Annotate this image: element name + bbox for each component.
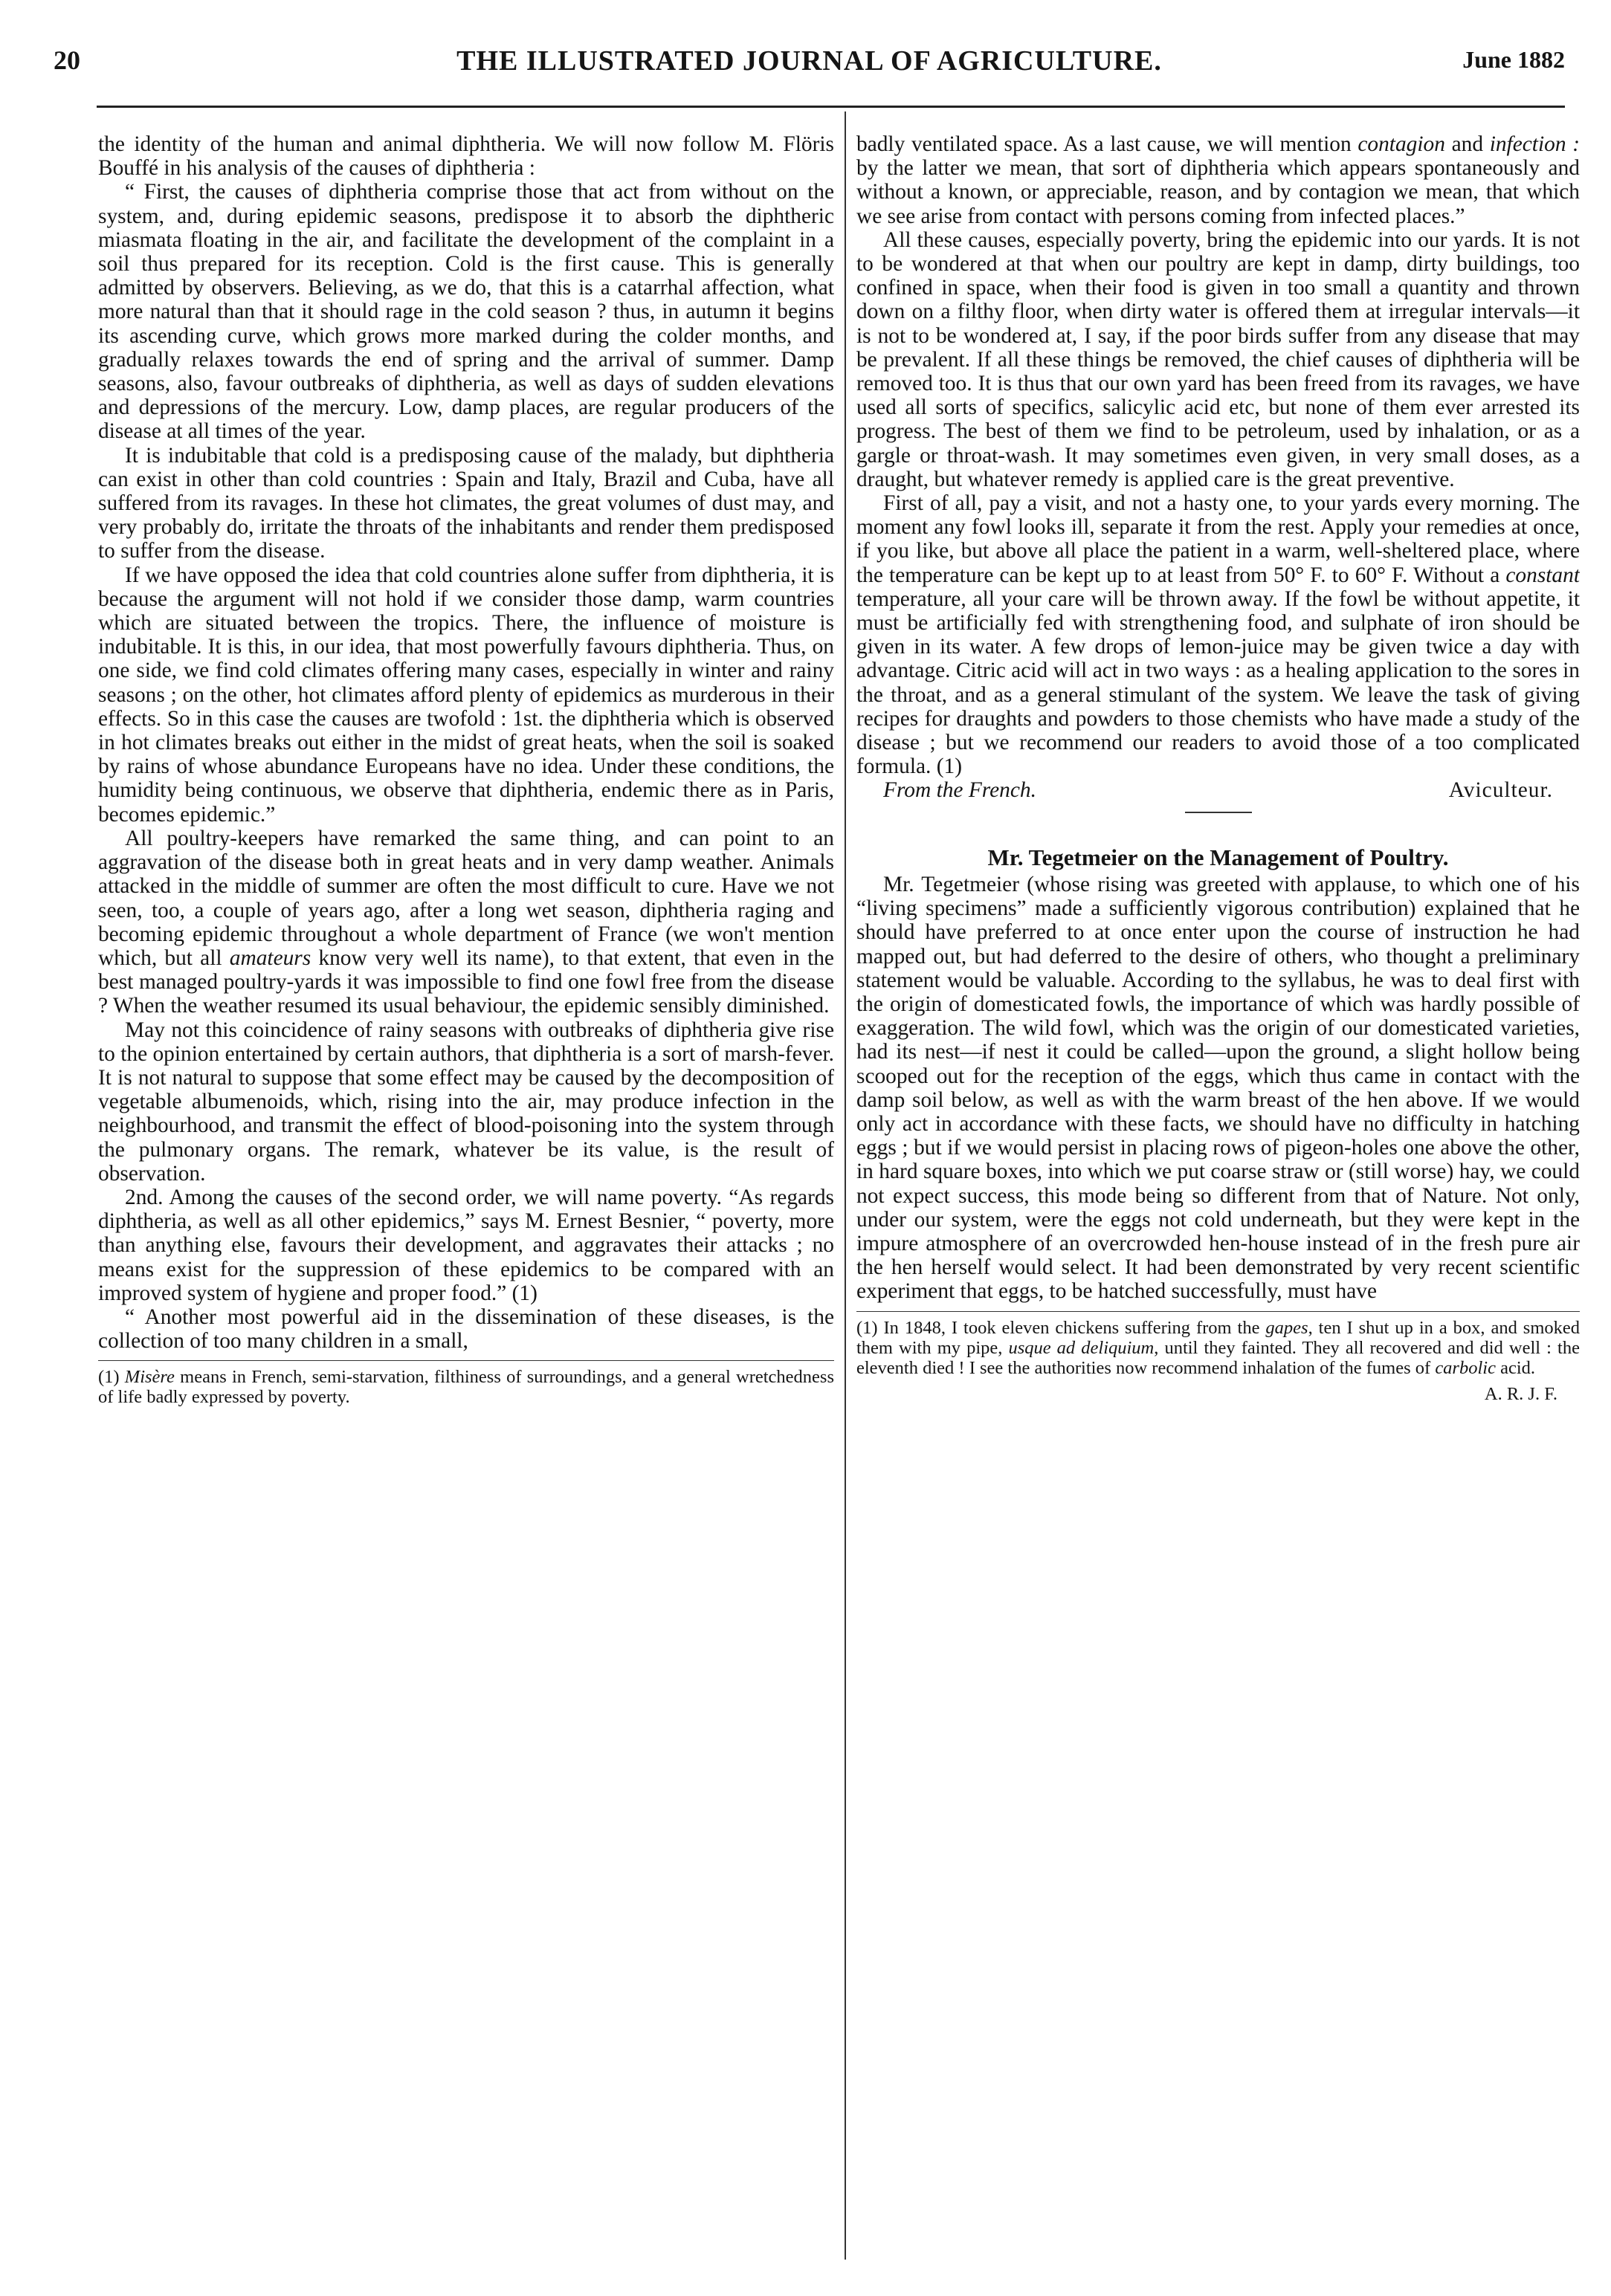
attribution-line [856, 778, 1580, 802]
footnote-rule [98, 1360, 834, 1361]
text-run: All poultry-keepers have remarked the same thing, and can point to an aggravation of the disease both in great heats and in very damp weather. Animals attacked in the middle of summer are often the most difficult to cure. Have we not seen, too, a couple of years ago, after a long wet season, diphtheria raging and becoming epidemic throughout a whole department of France (we won't mention which, but all [98, 826, 834, 970]
paragraph: “ First, the causes of diphtheria comprise those that act from without on the system, and, during epidemic seasons, predispose it to absorb the diphtheric miasmata floating in the air, and facilitate the development of the complaint in a soil thus prepared for its reception. Cold is the first cause. This is generally admitted by observers. Believing, as we do, that this is a catarrhal affection, what more natural than that it should rage in the cold season ? thus, in autumn it begins its ascending curve, which grows more marked during the colder months, and gradually relaxes towards the end of spring and the arrival of summer. Damp seasons, also, favour outbreaks of diphtheria, as well as days of sudden elevations and depressions of the mercury. Low, damp places, are regular producers of the disease at all times of the year. [98, 180, 834, 444]
section-divider [1185, 812, 1252, 813]
paragraph: It is indubitable that cold is a predisposing cause of the malady, but diphtheria can exist in other than cold countries : Spain and Italy, Brazil and Cuba, have all suffered from its ravages. In these hot climates, the great volumes of dust may, and very probably do, irritate the throats of the inhabitants and render them predisposed to suffer from the disease. [98, 443, 834, 563]
text-run: temperature, all your care will be thrown away. If the fowl be without appetite, it must be artificially fed with strengthening food, and sulphate of iron should be given in its water. A few drops of lemon-juice may be given twice a day with advantage. Citric acid will act in two ways : as a healing application to the sores in the throat, and as a general stimulant of the system. We leave the task of giving recipes for draughts and powders to those chemists who have made a study of the disease ; but we recommend our readers to avoid those of a too complicated formula. (1) [856, 586, 1580, 779]
paragraph [98, 827, 834, 1018]
footnote [856, 1318, 1580, 1378]
paragraph: All these causes, especially poverty, bring the epidemic into our yards. It is not to be wondered at that when our poultry are kept in damp, dirty buildings, too confined in space, when their food is given in too small a quantity and thrown down on a filthy floor, when dirty water is offered them at irregular intervals—it is not to be wondered at, I say, if the poor birds suffer from any disease that may be prevalent. If all these things be removed, the chief causes of diphtheria will be removed too. It is thus that our own yard has been freed from its ravages, we have used all sorts of specifics, salicylic acid etc, but none of them ever arrested its progress. The best of them we find to be petroleum, used by inhalation, or as a gargle or throat-wash. It may sometimes even given, in very small doses, as a draught, but whatever remedy is applied care is the great preventive. [856, 227, 1580, 491]
footnote [98, 1367, 834, 1407]
paragraph: “ Another most powerful aid in the dissemination of these diseases, is the collection of too many children in a small, [98, 1304, 834, 1354]
journal-title: THE ILLUSTRATED JOURNAL OF AGRICULTURE. [456, 45, 1162, 77]
paragraph: If we have opposed the idea that cold countries alone suffer from diphtheria, it is because the argument will not hold if we consider those damp, warm countries which are situated between the tropics. There, the influence of moisture is indubitable. It is this, in our idea, that most powerfully favours diphtheria. Thus, on one side, we find cold climates offering many cases, especially in winter and rainy seasons ; on the other, hot climates afford plenty of epidemics as murderous in their effects. So in this case the causes are twofold : 1st. the diphtheria which is observed in hot climates breaks out either in the midst of great heats, when the soil is soaked by rains of whose abundance Europeans have no idea. Under these conditions, the humidity being continuous, we observe that diphtheria, endemic there as in Paris, becomes epidemic.” [98, 563, 834, 827]
author-signature: Aviculteur. [1448, 778, 1553, 803]
issue-date: June 1882 [1462, 46, 1565, 73]
text-run: and [1444, 132, 1490, 156]
italic-run: gapes [1265, 1317, 1308, 1338]
paragraph: 2nd. Among the causes of the second order, we will name poverty. “As regards diphtheria, as well as all other epidemics,” says M. Ernest Besnier, “ poverty, more than anything else, favours their development, and aggravates their attacks ; no means exist for the suppression of these epidemics to be compared with an improved system of hygiene and proper food.” (1) [98, 1185, 834, 1305]
footnote-rule [856, 1311, 1580, 1312]
paragraph [856, 491, 1580, 778]
paragraph [856, 132, 1580, 228]
section-heading: Mr. Tegetmeier on the Management of Poultry. [987, 844, 1449, 870]
italic-run: amateurs [229, 945, 311, 970]
footnote-signature-line [856, 1384, 1580, 1404]
source-note: From the French. [883, 778, 1036, 803]
footnote-signature: A. R. J. F. [1484, 1383, 1557, 1404]
text-run: First of all, pay a visit, and not a hasty one, to your yards every morning. The moment any fowl looks ill, separate it from the rest. Apply your remedies at once, if you like, but above all place the patient in a warm, well-sheltered place, where the temperature can be kept up to at least from 50° F. to 60° F. Without a [856, 491, 1580, 587]
paragraph: the identity of the human and animal diphtheria. We will now follow M. Flöris Bouffé in his analysis of the causes of diphtheria : [98, 132, 834, 181]
text-run: means in French, semi-starvation, filthiness of surroundings, and a general wretchedness of life badly expressed by poverty. [98, 1367, 834, 1408]
footnote-mark: (1) [98, 1367, 125, 1388]
paragraph: May not this coincidence of rainy seasons with outbreaks of diphtheria give rise to the opinion entertained by certain authors, that diphtheria is a sort of marsh-fever. It is not natural to suppose that some effect may be caused by the decomposition of vegetable albumenoids, which, rising into the air, may produce infection in the neighbourhood, and transmit the effect of blood-poisoning into the system through the pulmonary organs. The remark, whatever be its value, is the result of observation. [98, 1018, 834, 1186]
text-run: by the latter we mean, that sort of diphtheria which appears spontaneously and without a known, or appreciable, reason, and by contagion we mean, that which we see arise from contact with persons coming from infected places.” [856, 156, 1580, 228]
header-rule [97, 106, 1565, 108]
italic-run: infection : [1489, 132, 1580, 156]
column-divider [845, 111, 846, 2260]
page-number: 20 [54, 45, 80, 75]
text-run: badly ventilated space. As a last cause, we will mention [856, 132, 1358, 156]
italic-run: Misère [124, 1367, 175, 1388]
text-run: know very well its name), to that extent, that even in the best managed poultry-yards it was impossible to find one fowl free from the disease ? When the weather resumed its usual behaviour, the epidemic sensibly diminished. [98, 945, 834, 1018]
text-run: acid. [1495, 1357, 1536, 1378]
italic-run: carbolic [1435, 1357, 1496, 1378]
text-run: (1) In 1848, I took eleven chickens suffering from the [856, 1317, 1266, 1338]
italic-run: constant [1505, 563, 1580, 587]
left-column [98, 132, 834, 2266]
italic-run: usque ad deliquium [1008, 1337, 1155, 1358]
text-run: , until they fainted. They all recovered and did well : the eleventh died ! I see the authorities now recommend inhalation of the fumes of [856, 1337, 1580, 1378]
right-column [856, 132, 1580, 2266]
text-run: , ten I shut up in a box, and smoked them with my pipe, [856, 1317, 1580, 1358]
paragraph: Mr. Tegetmeier (whose rising was greeted with applause, to which one of his “living specimens” made a sufficiently vigorous contribution) explained that he should have preferred to at once enter upon the course of instruction he had mapped out, but had deferred to the desire of others, who thought a preliminary statement would be valuable. According to the syllabus, he was to deal first with the origin of domesticated fowls, the importance of which was hardly possible of exaggeration. The wild fowl, which was the origin of our domesticated varieties, had its nest—if nest it could be called—upon the ground, a slight hollow being scooped out for the reception of the eggs, which thus came in contact with the damp soil below, as well as with the warm breast of the hen above. If we would only act in accordance with these facts, we should have no difficulty in hatching eggs ; but if we would persist in placing rows of pigeon-holes one above the other, in hard square boxes, into which we put coarse straw or (still worse) hay, we could not expect success, this mode being so different from that of Nature. Not only, under our system, were the eggs not cold underneath, but they were kept in the impure atmosphere of an overcrowded hen-house instead of in the fresh pure air the hen herself would select. It had been demonstrated by very recent scientific experiment that eggs, to be hatched successfully, must have [856, 872, 1580, 1304]
italic-run: contagion [1357, 132, 1445, 156]
running-header [54, 39, 1565, 83]
